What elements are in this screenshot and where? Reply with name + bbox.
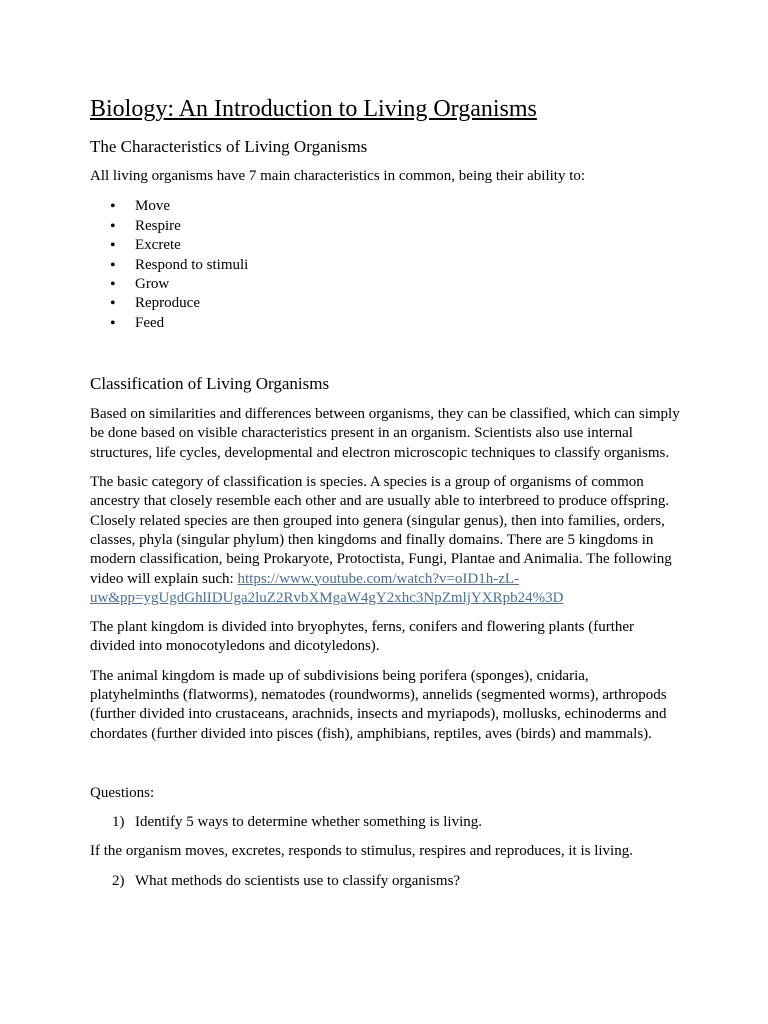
list-item: • Reproduce <box>90 294 680 313</box>
characteristics-list <box>90 197 680 333</box>
question-text: What methods do scientists use to classify organisms? <box>135 872 461 889</box>
list-item: • Grow <box>90 275 680 294</box>
animal-kingdom-paragraph: The animal kingdom is made up of subdivisions being porifera (sponges), cnidaria, platyhelminths (flatworms), nematodes (roundworms), annelids (segmented worms), arthropods (further divided into crustaceans, arachnids, insects and myriapods), mollusks, echinoderms and chordates (further divided into pisces (fish), amphibians, reptiles, aves (birds) and mammals). <box>90 667 667 742</box>
question-number: 2) <box>112 872 125 889</box>
classification-paragraph-2-text: The basic category of classification is species. A species is a group of organisms of common ancestry that closely resemble each other and are usually able to interbreed to produce offspring. Closely related species are then grouped into genera (singular genus), then into families, orders, classes, phyla (singular phylum) then kingdoms and finally domains. There are 5 kingdoms in modern classification, being Prokaryote, Protoctista, Fungi, Plantae and Animalia. The following video will explain such: <box>90 474 672 587</box>
list-item: • Respond to stimuli <box>90 256 680 275</box>
list-item: • Respire <box>90 217 680 236</box>
question-item <box>90 813 680 832</box>
questions-label: Questions: <box>90 784 155 801</box>
document-body <box>90 93 680 891</box>
characteristics-intro: All living organisms have 7 main characteristics in common, being their ability to: <box>90 168 586 184</box>
list-item: • Move <box>90 197 680 216</box>
question-list-2 <box>90 872 680 891</box>
classification-paragraph-1: Based on similarities and differences between organisms, they can be classified, which can simply be done based on visible characteristics present in an organism. Scientists also use internal structures, life cycles, developmental and electron microscopic techniques to classify organisms. <box>90 406 680 461</box>
question-list-1 <box>90 813 680 832</box>
plant-kingdom-paragraph: The plant kingdom is divided into bryophytes, ferns, conifers and flowering plants (further divided into monocotyledons and dicotyledons). <box>90 619 635 655</box>
section-heading-characteristics: The Characteristics of Living Organisms <box>90 137 368 156</box>
classification-paragraph-2 <box>90 473 680 608</box>
question-number: 1) <box>112 814 125 831</box>
answer-1: If the organism moves, excretes, responds to stimulus, respires and reproduces, it is living. <box>90 843 633 860</box>
video-link[interactable]: https://www.youtube.com/watch?v=oID1h-zL-uw&pp=ygUgdGhlIDUga2luZ2RvbXMgaW4gY2xhc3NpZmljYXRpb24%3D <box>90 570 564 606</box>
list-item: • Excrete <box>90 236 680 255</box>
section-heading-classification: Classification of Living Organisms <box>90 374 330 394</box>
question-item <box>90 872 680 891</box>
question-text: Identify 5 ways to determine whether something is living. <box>135 814 483 831</box>
document-title: Biology: An Introduction to Living Organisms <box>90 96 537 122</box>
list-item: • Feed <box>90 314 680 333</box>
